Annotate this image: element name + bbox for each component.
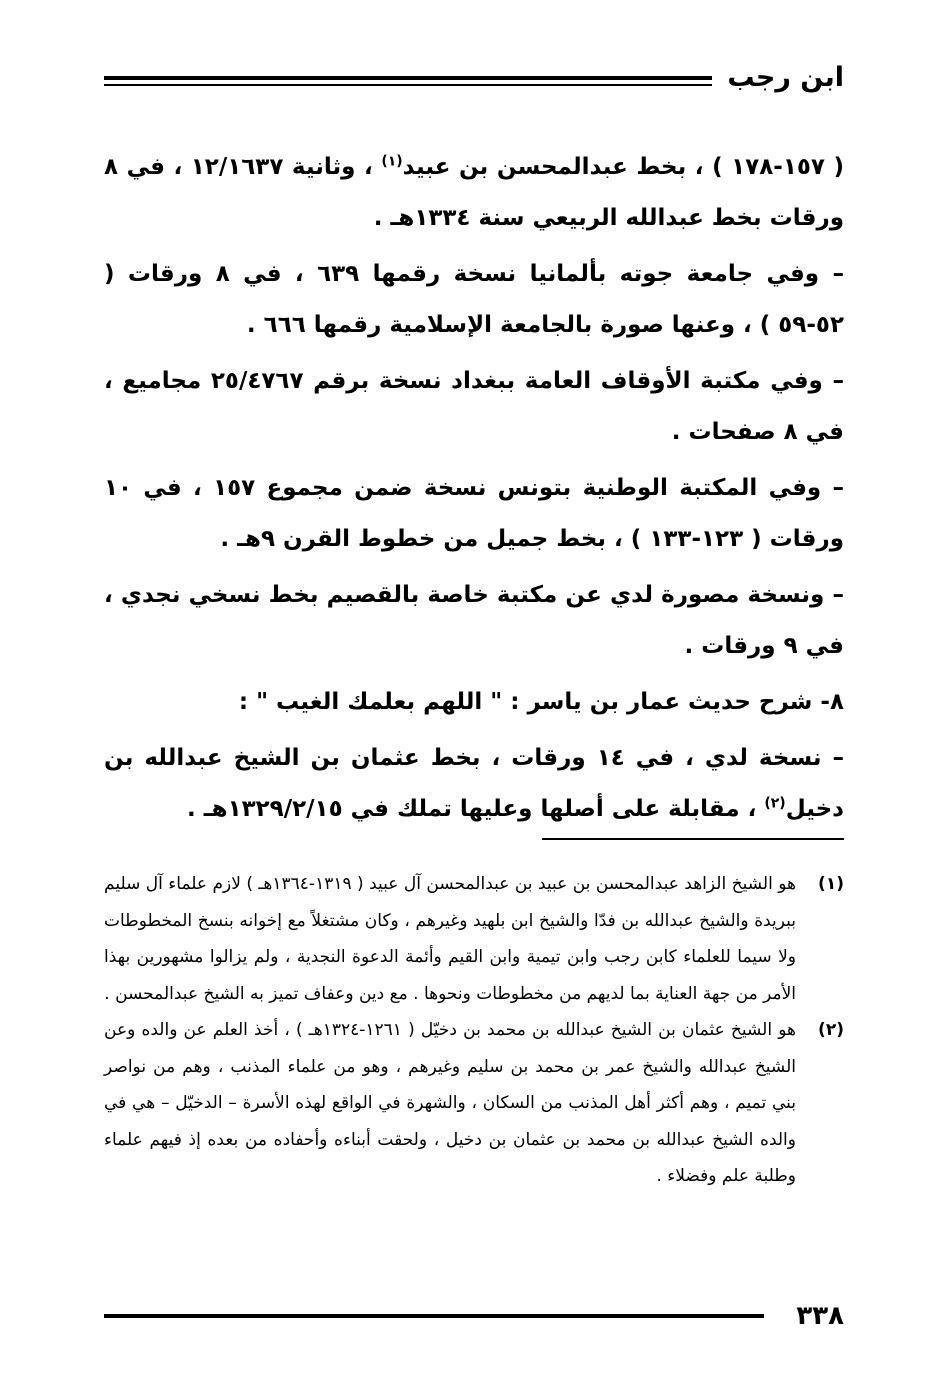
footnote-separator [542,838,844,840]
footnote-2 [104,1012,844,1195]
paragraph-4: – وفي المكتبة الوطنية بتونس نسخة ضمن مجموع ١٥٧ ، في ١٠ ورقات ( ١٢٣-١٣٣ ) ، بخط جميل من خطوط القرن ٩هـ . [104,475,844,552]
header-rule [104,76,712,80]
paragraph-6-text: – نسخة لدي ، في ١٤ ورقات ، بخط عثمان بن الشيخ عبدالله بن دخيل [104,745,845,822]
paragraph-2: – وفي جامعة جوته بألمانيا نسخة رقمها ٦٣٩ ، في ٨ ورقات ( ٥٢-٥٩ ) ، وعنها صورة بالجامعة الإسلامية رقمها ٦٦٦ . [104,261,844,338]
paragraph-1-text: ( ١٥٧-١٧٨ ) ، بخط عبدالمحسن بن عبيد [402,154,844,180]
footnote-ref-2: (٢) [764,795,786,812]
paragraph-1 [104,142,844,244]
paragraph-1-rest: ، وثانية ١٢/١٦٣٧ ، في ٨ ورقات بخط عبدالله الربيعي سنة ١٣٣٤هـ . [104,154,844,231]
paragraph-5: – ونسخة مصورة لدي عن مكتبة خاصة بالقصيم بخط نسخي نجدي ، في ٩ ورقات . [104,582,844,659]
section-heading: ٨- شرح حديث عمار بن ياسر : " اللهم بعلمك الغيب " : [238,689,844,715]
footnote-ref-1: (١) [381,153,403,170]
footnote-2-text: هو الشيخ عثمان بن الشيخ عبدالله بن محمد بن دخيّل ( ١٢٦١-١٣٢٤هـ ) ، أخذ العلم عن والده وعن الشيخ عبدالله والشيخ عمر بن محمد بن سليم وغيرهم ، وهو من علماء المذنب ، وهم من نواصر بني تميم ، وهم أكثر أهل المذنب من السكان ، والشهرة في الواقع لهذه الأسرة – الدخيّل – هي في والده الشيخ عبدالله بن محمد بن عثمان بن دخيل ، ولحقت أبناءه وأحفاده من بعده إذ فيهم علماء وطلبة علم وفضلاء . [104,1020,796,1186]
footnotes [104,866,844,1195]
footnote-1-number: (١) [818,874,844,894]
paragraph-6-rest: ، مقابلة على أصلها وعليها تملك في ١٣٢٩/٢/١٥هـ . [187,796,765,822]
footnote-1 [104,866,844,1012]
footnote-2-number: (٢) [818,1020,844,1040]
page-header [104,58,844,98]
page-number: ٣٣٨ [796,1301,844,1331]
footer-rule [104,1314,764,1318]
main-text [104,142,844,840]
paragraph-6 [104,733,844,835]
running-title: ابن رجب [727,62,844,93]
paragraph-3: – وفي مكتبة الأوقاف العامة ببغداد نسخة برقم ٢٥/٤٧٦٧ مجاميع ، في ٨ صفحات . [104,368,844,445]
page-footer [104,1296,844,1336]
footnote-1-text: هو الشيخ الزاهد عبدالمحسن بن عبيد بن عبدالمحسن آل عبيد ( ١٣١٩-١٣٦٤هـ ) لازم علماء آل سليم ببريدة والشيخ عبدالله بن فدّا والشيخ ابن بلهيد وغيرهم ، وكان مشتغلاً مع إخوانه بنسخ المخطوطات ولا سيما للعلماء كابن رجب وابن تيمية وابن القيم وأئمة الدعوة النجدية ، ولم يزالوا مشهورين بهذا الأمر من جهة العناية بما لديهم من مخطوطات ونحوها . مع دين وعفاف تميز به الشيخ عبدالمحسن . [104,874,796,1004]
